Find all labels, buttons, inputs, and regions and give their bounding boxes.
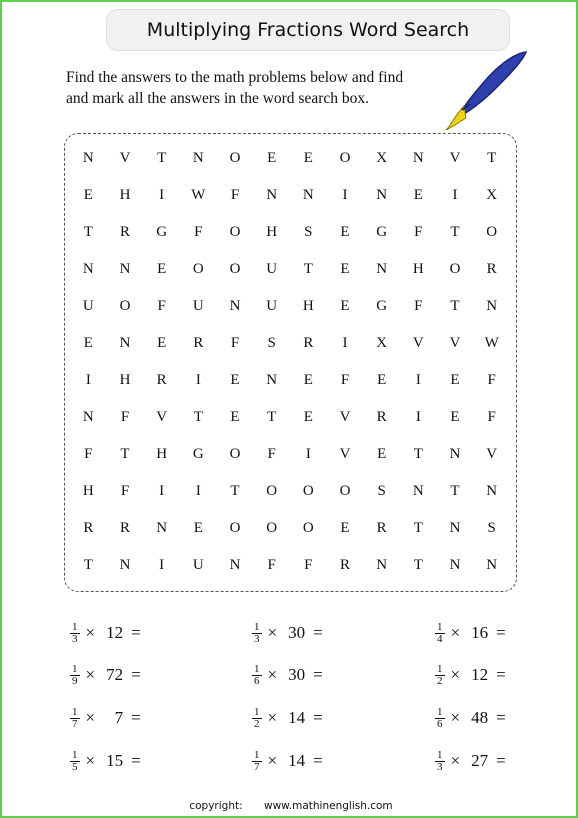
- times-symbol: ×: [450, 665, 461, 684]
- grid-letter[interactable]: T: [413, 446, 423, 462]
- problems-section: [2, 610, 578, 780]
- grid-letter[interactable]: F: [487, 372, 496, 388]
- fraction-numerator: 1: [254, 748, 260, 761]
- grid-letter[interactable]: H: [156, 446, 168, 462]
- grid-letter[interactable]: N: [119, 261, 131, 277]
- equals-sign: =: [496, 623, 506, 642]
- grid-letter[interactable]: N: [82, 261, 94, 277]
- grid-letter[interactable]: N: [376, 261, 388, 277]
- grid-letter[interactable]: V: [449, 150, 461, 166]
- grid-letter[interactable]: O: [192, 261, 204, 277]
- grid-letter[interactable]: I: [195, 372, 201, 388]
- grid-letter[interactable]: R: [339, 557, 350, 573]
- grid-letter[interactable]: H: [82, 483, 94, 499]
- fraction-problem: [70, 616, 141, 650]
- grid-letter[interactable]: I: [305, 446, 311, 462]
- instructions: [66, 67, 446, 109]
- grid-letter[interactable]: W: [484, 335, 499, 351]
- times-symbol: ×: [450, 623, 461, 642]
- grid-letter[interactable]: N: [449, 520, 461, 536]
- fraction-numerator: 1: [254, 662, 260, 675]
- equals-sign: =: [313, 751, 323, 770]
- grid-letter[interactable]: N: [412, 150, 424, 166]
- grid-letter[interactable]: T: [157, 150, 167, 166]
- grid-letter[interactable]: E: [157, 261, 167, 277]
- multiplier: 16: [471, 623, 489, 642]
- grid-letter[interactable]: S: [377, 483, 386, 499]
- grid-letter[interactable]: O: [486, 224, 498, 240]
- grid-letter[interactable]: N: [192, 150, 204, 166]
- fraction: [70, 707, 80, 730]
- grid-letter[interactable]: E: [377, 446, 387, 462]
- grid-letter[interactable]: N: [119, 335, 131, 351]
- equals-sign: =: [131, 708, 141, 727]
- grid-letter[interactable]: X: [376, 335, 388, 351]
- grid-letter[interactable]: G: [156, 224, 168, 240]
- times-symbol: ×: [267, 751, 278, 770]
- grid-letter[interactable]: F: [157, 298, 166, 314]
- grid-letter[interactable]: R: [119, 520, 130, 536]
- times-symbol: ×: [267, 708, 278, 727]
- fraction-numerator: 1: [437, 620, 443, 633]
- fraction: [252, 664, 262, 687]
- grid-letter[interactable]: I: [159, 187, 165, 203]
- copyright: [2, 800, 578, 812]
- page-title: Multiplying Fractions Word Search: [146, 19, 470, 41]
- fraction: [252, 750, 262, 773]
- grid-letter[interactable]: O: [229, 520, 241, 536]
- times-symbol: ×: [85, 623, 96, 642]
- grid-letter[interactable]: S: [487, 520, 496, 536]
- fraction-denominator: 7: [72, 717, 78, 730]
- grid-letter[interactable]: V: [449, 335, 461, 351]
- fraction-numerator: 1: [72, 705, 78, 718]
- multiplier: 72: [106, 665, 124, 684]
- grid-letter[interactable]: H: [119, 187, 131, 203]
- fraction-problem: [435, 616, 506, 650]
- grid-letter[interactable]: O: [229, 224, 241, 240]
- times-symbol: ×: [85, 708, 96, 727]
- grid-letter[interactable]: S: [267, 335, 276, 351]
- grid-letter[interactable]: E: [450, 372, 460, 388]
- fraction-numerator: 1: [254, 620, 260, 633]
- grid-letter[interactable]: U: [82, 298, 94, 314]
- equals-sign: =: [496, 751, 506, 770]
- grid-letter[interactable]: R: [119, 224, 130, 240]
- grid-letter[interactable]: T: [83, 557, 93, 573]
- multiplier: 27: [471, 751, 489, 770]
- instructions-line-2: and mark all the answers in the word search box.: [66, 90, 370, 107]
- grid-letter[interactable]: H: [119, 372, 131, 388]
- grid-letter[interactable]: S: [304, 224, 313, 240]
- grid-letter[interactable]: N: [486, 483, 498, 499]
- grid-letter[interactable]: H: [412, 261, 424, 277]
- fraction-denominator: 6: [254, 674, 260, 687]
- grid-letter[interactable]: N: [302, 187, 314, 203]
- grid-letter[interactable]: O: [266, 483, 278, 499]
- grid-letter[interactable]: E: [303, 372, 313, 388]
- grid-letter[interactable]: T: [267, 409, 277, 425]
- times-symbol: ×: [450, 751, 461, 770]
- grid-letter[interactable]: F: [414, 298, 423, 314]
- equals-sign: =: [313, 708, 323, 727]
- fraction-denominator: 6: [437, 717, 443, 730]
- fraction-problem: [252, 616, 323, 650]
- grid-letter[interactable]: F: [230, 335, 240, 351]
- grid-letter[interactable]: U: [192, 298, 204, 314]
- grid-letter[interactable]: O: [339, 483, 351, 499]
- grid-letter[interactable]: O: [302, 520, 314, 536]
- fraction-problem: [70, 744, 141, 778]
- fraction-problem: [435, 744, 506, 778]
- grid-letter[interactable]: N: [156, 520, 168, 536]
- grid-letter[interactable]: I: [415, 372, 421, 388]
- fraction-problem: [252, 701, 323, 735]
- fraction: [70, 622, 80, 645]
- fraction-denominator: 2: [254, 717, 260, 730]
- grid-letter[interactable]: O: [229, 446, 241, 462]
- grid-letter[interactable]: U: [266, 298, 278, 314]
- grid-letter[interactable]: T: [120, 446, 130, 462]
- grid-letter[interactable]: O: [229, 150, 241, 166]
- grid-letter[interactable]: T: [413, 557, 423, 573]
- times-symbol: ×: [85, 751, 96, 770]
- grid-letter[interactable]: E: [303, 150, 313, 166]
- grid-letter[interactable]: V: [339, 409, 351, 425]
- grid-letter[interactable]: E: [450, 409, 460, 425]
- grid-letter[interactable]: E: [340, 261, 350, 277]
- fraction: [70, 750, 80, 773]
- grid-letter[interactable]: F: [230, 187, 240, 203]
- grid-letter[interactable]: N: [82, 150, 94, 166]
- grid-letter[interactable]: N: [412, 483, 424, 499]
- grid-letter[interactable]: F: [340, 372, 350, 388]
- grid-letter[interactable]: U: [266, 261, 278, 277]
- grid-letter[interactable]: O: [229, 261, 241, 277]
- times-symbol: ×: [85, 665, 96, 684]
- grid-letter[interactable]: T: [450, 298, 460, 314]
- copyright-label: copyright:: [189, 800, 243, 812]
- title-box: [106, 9, 510, 51]
- fraction-numerator: 1: [72, 620, 78, 633]
- fraction-denominator: 3: [72, 632, 78, 645]
- equals-sign: =: [496, 665, 506, 684]
- fraction-problem: [252, 744, 323, 778]
- equals-sign: =: [313, 623, 323, 642]
- fraction: [435, 622, 445, 645]
- grid-letter[interactable]: E: [157, 335, 167, 351]
- word-search-grid: [70, 140, 510, 584]
- grid-letter[interactable]: N: [229, 557, 241, 573]
- fraction: [252, 622, 262, 645]
- grid-letter[interactable]: G: [376, 224, 388, 240]
- grid-letter[interactable]: O: [266, 520, 278, 536]
- times-symbol: ×: [267, 623, 278, 642]
- grid-letter[interactable]: E: [83, 335, 93, 351]
- grid-letter[interactable]: N: [266, 372, 278, 388]
- fraction-numerator: 1: [437, 705, 443, 718]
- grid-letter[interactable]: I: [342, 187, 348, 203]
- fraction-denominator: 3: [254, 632, 260, 645]
- equals-sign: =: [496, 708, 506, 727]
- grid-letter[interactable]: H: [266, 224, 278, 240]
- equals-sign: =: [131, 751, 141, 770]
- grid-letter[interactable]: O: [302, 483, 314, 499]
- times-symbol: ×: [267, 665, 278, 684]
- grid-letter[interactable]: I: [195, 483, 201, 499]
- grid-letter[interactable]: F: [84, 446, 93, 462]
- grid-letter[interactable]: R: [376, 409, 387, 425]
- grid-letter[interactable]: T: [413, 520, 423, 536]
- grid-letter[interactable]: T: [303, 261, 313, 277]
- grid-letter[interactable]: E: [230, 409, 240, 425]
- grid-letter[interactable]: F: [304, 557, 313, 573]
- grid-letter[interactable]: E: [193, 520, 203, 536]
- multiplier: 12: [106, 623, 124, 642]
- grid-letter[interactable]: T: [450, 224, 460, 240]
- grid-letter[interactable]: I: [415, 409, 421, 425]
- fraction-problem: [70, 701, 141, 735]
- grid-letter[interactable]: N: [449, 557, 461, 573]
- grid-letter[interactable]: E: [340, 224, 350, 240]
- fraction-denominator: 2: [437, 674, 443, 687]
- grid-letter[interactable]: I: [159, 483, 165, 499]
- grid-letter[interactable]: O: [119, 298, 131, 314]
- grid-letter[interactable]: E: [303, 409, 313, 425]
- grid-letter[interactable]: O: [449, 261, 461, 277]
- grid-letter[interactable]: H: [302, 298, 314, 314]
- grid-letter[interactable]: O: [339, 150, 351, 166]
- grid-letter[interactable]: V: [156, 409, 168, 425]
- grid-letter[interactable]: T: [83, 224, 93, 240]
- grid-letter[interactable]: F: [267, 557, 276, 573]
- fraction-denominator: 7: [254, 760, 260, 773]
- multiplier: 7: [114, 708, 124, 727]
- fraction: [252, 707, 262, 730]
- fraction-numerator: 1: [254, 705, 260, 718]
- grid-letter[interactable]: E: [377, 372, 387, 388]
- grid-letter[interactable]: N: [449, 446, 461, 462]
- fraction-problem: [70, 658, 141, 692]
- grid-letter[interactable]: R: [156, 372, 167, 388]
- grid-letter[interactable]: I: [159, 557, 165, 573]
- grid-letter[interactable]: N: [376, 557, 388, 573]
- grid-letter[interactable]: N: [82, 409, 94, 425]
- fraction: [435, 664, 445, 687]
- grid-letter[interactable]: N: [376, 187, 388, 203]
- grid-letter[interactable]: N: [266, 187, 278, 203]
- grid-letter[interactable]: I: [342, 335, 348, 351]
- equals-sign: =: [131, 665, 141, 684]
- grid-letter[interactable]: F: [414, 224, 423, 240]
- grid-letter[interactable]: F: [120, 409, 130, 425]
- grid-letter[interactable]: F: [194, 224, 203, 240]
- grid-letter[interactable]: R: [83, 520, 94, 536]
- grid-letter[interactable]: I: [452, 187, 458, 203]
- multiplier: 48: [471, 708, 489, 727]
- instructions-line-1: Find the answers to the math problems below and find: [66, 69, 404, 86]
- grid-letter[interactable]: R: [376, 520, 387, 536]
- multiplier: 30: [288, 623, 306, 642]
- grid-letter[interactable]: N: [486, 557, 498, 573]
- multiplier: 15: [106, 751, 124, 770]
- fraction: [435, 750, 445, 773]
- grid-letter[interactable]: G: [192, 446, 204, 462]
- grid-letter[interactable]: V: [486, 446, 498, 462]
- multiplier: 14: [288, 708, 306, 727]
- multiplier: 14: [288, 751, 306, 770]
- fraction-denominator: 5: [72, 760, 78, 773]
- grid-letter[interactable]: F: [267, 446, 276, 462]
- fraction-denominator: 9: [72, 674, 78, 687]
- grid-letter[interactable]: E: [413, 187, 423, 203]
- fraction-denominator: 4: [437, 632, 443, 645]
- fraction-problem: [435, 701, 506, 735]
- grid-letter[interactable]: E: [340, 520, 350, 536]
- grid-letter[interactable]: N: [486, 298, 498, 314]
- fraction: [435, 707, 445, 730]
- grid-letter[interactable]: V: [412, 335, 424, 351]
- equals-sign: =: [131, 623, 141, 642]
- grid-letter[interactable]: W: [191, 187, 206, 203]
- grid-letter[interactable]: R: [303, 335, 314, 351]
- multiplier: 12: [471, 665, 489, 684]
- fraction-numerator: 1: [437, 748, 443, 761]
- grid-letter[interactable]: E: [267, 150, 277, 166]
- grid-letter[interactable]: T: [487, 150, 497, 166]
- grid-letter[interactable]: X: [376, 150, 388, 166]
- grid-letter[interactable]: N: [119, 557, 131, 573]
- grid-letter[interactable]: E: [230, 372, 240, 388]
- grid-letter[interactable]: I: [85, 372, 91, 388]
- equals-sign: =: [313, 665, 323, 684]
- fraction-numerator: 1: [72, 748, 78, 761]
- grid-letter[interactable]: N: [229, 298, 241, 314]
- grid-letter[interactable]: G: [376, 298, 388, 314]
- grid-letter[interactable]: R: [486, 261, 497, 277]
- grid-letter[interactable]: T: [193, 409, 203, 425]
- times-symbol: ×: [450, 708, 461, 727]
- fraction-numerator: 1: [437, 662, 443, 675]
- fraction-problem: [435, 658, 506, 692]
- fraction-denominator: 3: [437, 760, 443, 773]
- grid-letter[interactable]: R: [193, 335, 204, 351]
- multiplier: 30: [288, 665, 306, 684]
- fraction-problem: [252, 658, 323, 692]
- copyright-site: www.mathinenglish.com: [263, 800, 393, 812]
- grid-letter[interactable]: F: [487, 409, 496, 425]
- grid-letter[interactable]: E: [340, 298, 350, 314]
- grid-letter[interactable]: V: [119, 150, 131, 166]
- grid-letter[interactable]: U: [192, 557, 204, 573]
- grid-letter[interactable]: V: [339, 446, 351, 462]
- fraction-numerator: 1: [72, 662, 78, 675]
- grid-letter[interactable]: F: [120, 483, 130, 499]
- grid-letter[interactable]: T: [230, 483, 240, 499]
- grid-letter[interactable]: T: [450, 483, 460, 499]
- grid-letter[interactable]: X: [486, 187, 498, 203]
- fraction: [70, 664, 80, 687]
- grid-letter[interactable]: E: [83, 187, 93, 203]
- quill-pen-icon: [442, 48, 532, 132]
